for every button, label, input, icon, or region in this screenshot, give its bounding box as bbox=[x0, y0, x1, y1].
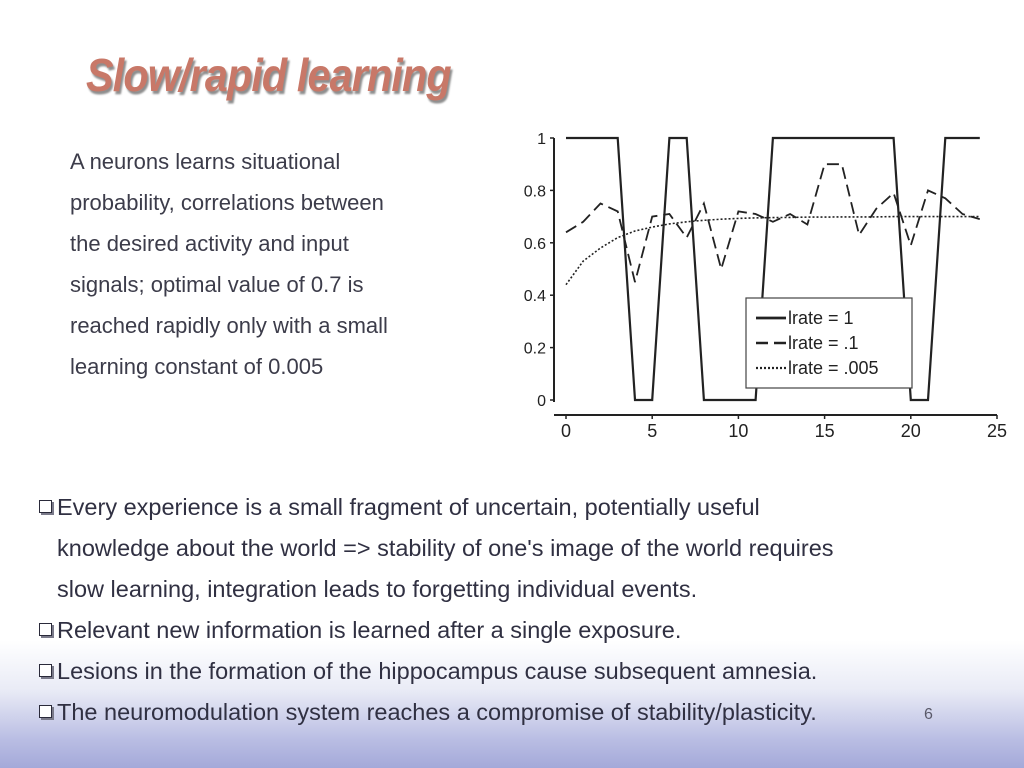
x-tick-label: 25 bbox=[986, 421, 1008, 441]
y-tick-label: 0 bbox=[537, 393, 546, 410]
bullet-item bbox=[36, 651, 1011, 692]
bullet-item bbox=[36, 487, 1011, 610]
bullet-line: Every experience is a small fragment of uncertain, potentially useful bbox=[57, 494, 760, 520]
intro-line: reached rapidly only with a small bbox=[70, 313, 388, 338]
bullet-item bbox=[36, 692, 1011, 733]
learning-rate-chart bbox=[500, 120, 1015, 445]
intro-line: A neurons learns situational bbox=[70, 149, 341, 174]
intro-paragraph bbox=[70, 141, 490, 387]
legend-label: lrate = 1 bbox=[788, 308, 854, 328]
y-tick-label: 0.2 bbox=[523, 340, 546, 358]
page-number: 6 bbox=[924, 706, 933, 723]
legend-label: lrate = .005 bbox=[788, 358, 879, 378]
intro-line: probability, correlations between bbox=[70, 190, 384, 215]
checkbox-bullet-icon bbox=[39, 705, 52, 718]
x-tick-label: 0 bbox=[560, 421, 572, 441]
checkbox-bullet-icon bbox=[39, 664, 52, 677]
x-tick-label: 10 bbox=[728, 421, 749, 441]
x-tick-label: 20 bbox=[900, 421, 921, 441]
y-tick-label: 0.6 bbox=[523, 235, 546, 253]
intro-line: learning constant of 0.005 bbox=[70, 354, 324, 379]
bullet-item bbox=[36, 610, 1011, 651]
x-tick-label: 5 bbox=[647, 421, 658, 441]
intro-line: signals; optimal value of 0.7 is bbox=[70, 272, 364, 297]
bullet-line: The neuromodulation system reaches a compromise of stability/plasticity. bbox=[57, 699, 817, 725]
series-line-dotted bbox=[566, 217, 980, 285]
y-tick-label: 0.8 bbox=[523, 183, 546, 201]
bullet-line: slow learning, integration leads to forgetting individual events. bbox=[57, 576, 698, 602]
slide-title: Slow/rapid learning bbox=[86, 49, 451, 101]
bullet-line: Relevant new information is learned after a single exposure. bbox=[57, 617, 682, 643]
bullet-line: Lesions in the formation of the hippocampus cause subsequent amnesia. bbox=[57, 658, 818, 684]
x-tick-label: 15 bbox=[814, 421, 835, 441]
intro-line: the desired activity and input bbox=[70, 231, 349, 256]
y-tick-label: 0.4 bbox=[523, 288, 546, 306]
checkbox-bullet-icon bbox=[39, 623, 52, 636]
checkbox-bullet-icon bbox=[39, 500, 52, 513]
bullet-list bbox=[36, 487, 1011, 733]
legend-label: lrate = .1 bbox=[788, 333, 859, 353]
series-line-dashed bbox=[566, 164, 980, 282]
bullet-line: knowledge about the world => stability of one's image of the world requires bbox=[57, 535, 834, 561]
y-tick-label: 1 bbox=[537, 131, 546, 148]
